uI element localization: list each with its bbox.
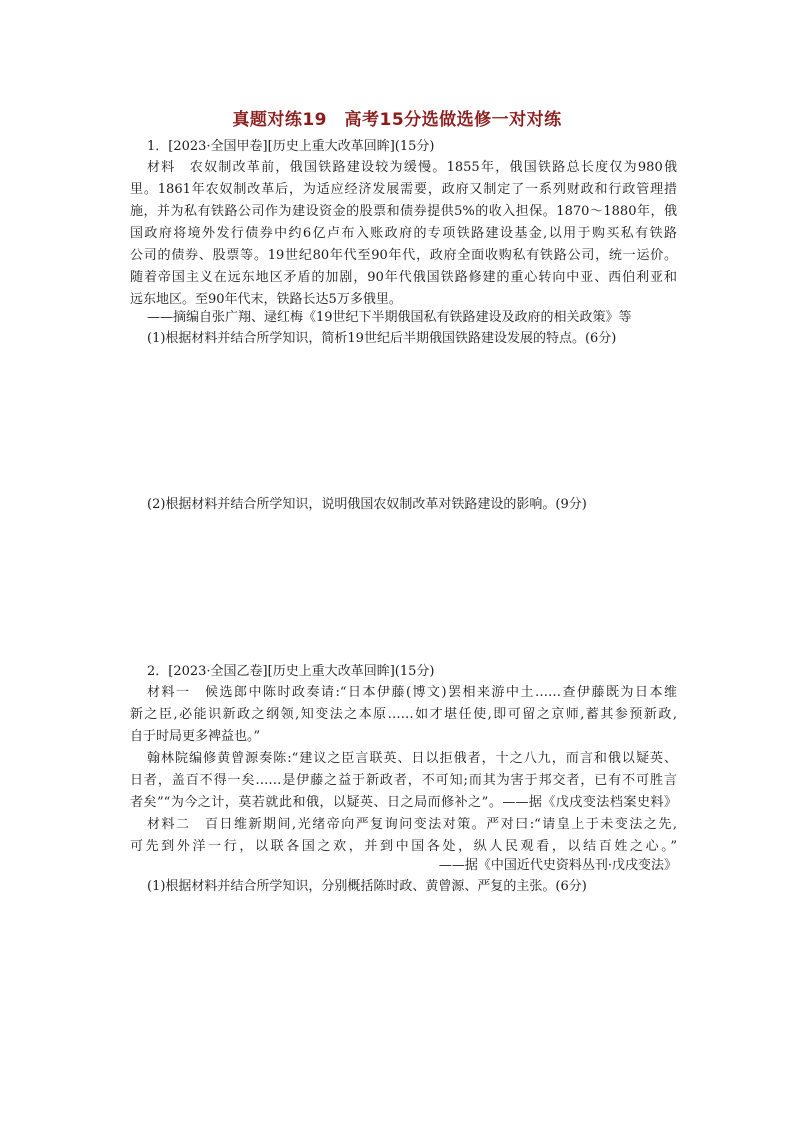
q2-material-line: 可先到外洋一行，以联各国之欢，并到中国各处，纵人民观看，以结百姓之心。” [130,839,677,854]
q2-material-line: 材料二 百日维新期间,光绪帝向严复询问变法对策。严对曰:“请皇上于未变法之先, [147,817,677,832]
q2-material-line: 翰林院编修黄曾源奏陈:“建议之臣言联英、日以拒俄者，十之八九，而言和俄以疑英、 [147,751,677,766]
q1-material-line: 随着帝国主义在远东地区矛盾的加剧，90年代俄国铁路修建的重心转向中亚、西伯利亚和 [130,270,677,285]
q1-material-line: 材料 农奴制改革前，俄国铁路建设较为缓慢。1855年，俄国铁路总长度仅为980俄 [147,160,677,175]
q2-material-line: 材料一 候选郎中陈时政奏请:“日本伊藤(博文)罢相来游中土……查伊藤既为日本维 [147,685,677,700]
page-title: 真题对练19 高考15分选做选修一对对练 [232,110,562,130]
q2-subquestion-1: (1)根据材料并结合所学知识，分别概括陈时政、黄曾源、严复的主张。(6分) [147,879,587,894]
q2-material-line: 新之臣,必能识新政之纲领,知变法之本原……如才堪任使,即可留之京师,蓄其参预新政, [130,707,677,722]
q2-material-line: 自于时局更多裨益也。” [130,729,261,744]
q1-header: 1．[2023·全国甲卷][历史上重大改革回眸](15分) [147,139,435,154]
q1-material-line: 国政府将境外发行债券中约6亿卢布入账政府的专项铁路建设基金,以用于购买私有铁路 [130,226,677,241]
q1-subquestion-2: (2)根据材料并结合所学知识，说明俄国农奴制改革对铁路建设的影响。(9分) [147,497,587,512]
q1-subquestion-1: (1)根据材料并结合所学知识，简析19世纪后半期俄国铁路建设发展的特点。(6分) [147,331,617,346]
q1-material-line: 远东地区。至90年代末，铁路长达5万多俄里。 [130,292,402,307]
q1-material-line: 里。1861年农奴制改革后，为适应经济发展需要，政府又制定了一系列财政和行政管理措 [130,182,677,197]
q1-material-line: 公司的债券、股票等。19世纪80年代至90年代，政府全面收购私有铁路公司，统一运价。 [130,248,677,263]
q1-material-line: 施，并为私有铁路公司作为建设资金的股票和债券提供5%的收入担保。1870～1880年，俄 [130,204,677,219]
q2-material-line: 者矣”“为今之计，莫若就此和俄，以疑英、日之局而修补之”。——据《戊戌变法档案史料》 [130,795,677,810]
q2-material-line: 日者，盖百不得一矣……是伊藤之益于新政者，不可知;而其为害于邦交者，已有不可胜言 [130,773,677,788]
q2-source: ——据《中国近代史资料丛刊·戊戌变法》 [438,858,677,873]
q1-source: ——摘编自张广翔、逯红梅《19世纪下半期俄国私有铁路建设及政府的相关政策》等 [147,310,632,325]
q2-header: 2．[2023·全国乙卷][历史上重大改革回眸](15分) [147,664,435,679]
